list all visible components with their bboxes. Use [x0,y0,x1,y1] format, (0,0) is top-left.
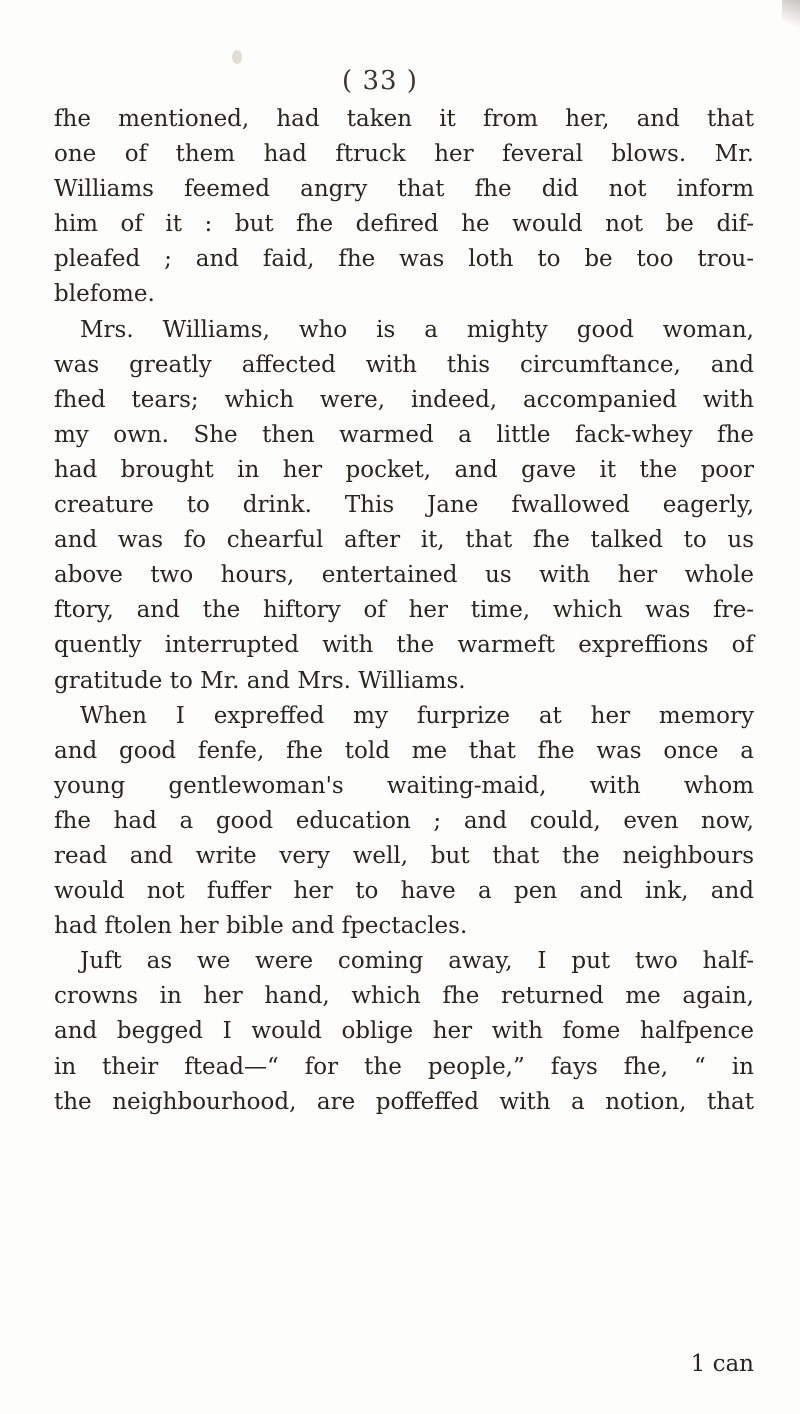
text-line: pleafed ; and faid, fhe was loth to be too trou- [54,246,754,273]
text-line: creature to drink. This Jane fwallowed eagerly, [54,492,754,519]
text-line: in their ftead—“ for the people,” fays fhe, “ in [54,1053,754,1080]
text-line: quently interrupted with the warmeft expreffions of [54,632,754,659]
text-line: fhe had a good education ; and could, even now, [54,807,754,834]
text-line: above two hours, entertained us with her whole [54,562,754,589]
text-line: ftory, and the hiftory of her time, which was fre- [54,597,754,624]
paragraph-start-line: Juft as we were coming away, I put two half- [80,948,754,975]
text-line: and begged I would oblige her with fome halfpence [54,1018,754,1045]
text-line: and was fo chearful after it, that fhe talked to us [54,527,754,554]
text-line: had ftolen her bible and fpectacles. [54,913,468,940]
text-line: had brought in her pocket, and gave it the poor [54,456,754,483]
ink-smudge [232,50,242,64]
text-line: fhed tears; which were, indeed, accompanied with [54,386,754,413]
text-line: Williams feemed angry that fhe did not inform [54,176,754,203]
page-corner-shadow [782,0,800,30]
text-line: young gentlewoman's waiting-maid, with whom [54,772,754,799]
text-line: my own. She then warmed a little fack-whey fhe [54,421,754,448]
text-line: was greatly affected with this circumftance, and [54,351,754,378]
paragraph-start-line: Mrs. Williams, who is a mighty good woman, [80,316,754,343]
paragraph-start-line: When I expreffed my furprize at her memory [80,702,754,729]
catchword: 1 can [690,1351,754,1377]
text-line: blefome. [54,281,155,308]
text-line: one of them had ftruck her feveral blows. Mr. [54,141,754,168]
text-line: fhe mentioned, had taken it from her, and that [54,106,754,132]
text-line: gratitude to Mr. and Mrs. Williams. [54,667,466,694]
text-line: him of it : but fhe defired he would not be dif- [54,211,754,238]
text-line: the neighbourhood, are poffeffed with a notion, that [54,1088,754,1115]
text-line: and good fenfe, fhe told me that fhe was once a [54,737,754,764]
text-line: crowns in her hand, which fhe returned me again, [54,983,754,1010]
body-text [54,102,754,1120]
page-number: ( 33 ) [342,66,418,96]
text-line: would not fuffer her to have a pen and ink, and [54,878,754,905]
text-line: read and write very well, but that the neighbours [54,842,754,869]
